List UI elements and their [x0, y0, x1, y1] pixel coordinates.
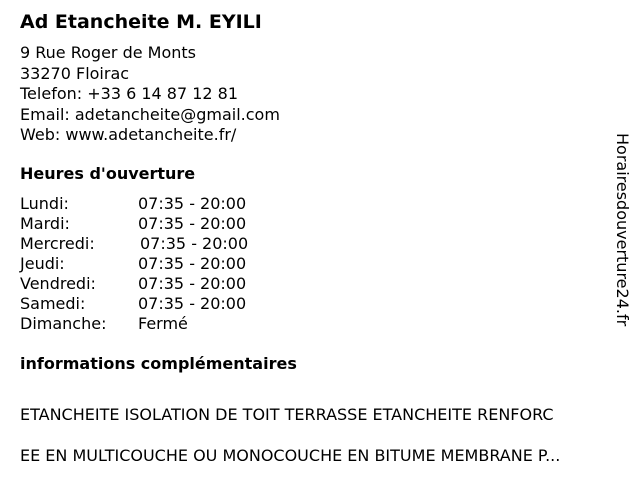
phone-number: Telefon: +33 6 14 87 12 81: [20, 84, 239, 103]
day-label: Vendredi:: [20, 274, 96, 293]
description-line: EE EN MULTICOUCHE OU MONOCOUCHE EN BITUME MEMBRANE P...: [20, 445, 561, 465]
time-value: 07:35 - 20:00: [138, 274, 247, 293]
time-value: 07:35 - 20:00: [138, 294, 247, 313]
hours-row-tuesday: [20, 214, 300, 234]
hours-row-wednesday: [20, 234, 300, 254]
day-label: Mercredi:: [20, 234, 95, 253]
day-label: Lundi:: [20, 194, 69, 213]
time-value: 07:35 - 20:00: [138, 214, 247, 233]
hours-row-friday: [20, 274, 300, 294]
day-label: Mardi:: [20, 214, 70, 233]
site-watermark: Horairesdouverture24.fr: [613, 133, 632, 327]
time-value: 07:35 - 20:00: [138, 254, 247, 273]
hours-row-thursday: [20, 254, 300, 274]
address-street: 9 Rue Roger de Monts: [20, 43, 197, 62]
opening-hours-heading: Heures d'ouverture: [20, 164, 196, 183]
day-label: Jeudi:: [20, 254, 65, 273]
email-address: Email: adetancheite@gmail.com: [20, 104, 280, 124]
hours-row-sunday: [20, 314, 300, 334]
business-description: [20, 384, 620, 487]
time-value: 07:35 - 20:00: [140, 234, 249, 253]
description-line: ETANCHEITE ISOLATION DE TOIT TERRASSE ETANCHEITE RENFORC: [20, 404, 554, 424]
day-label: Dimanche:: [20, 314, 107, 333]
time-value: 07:35 - 20:00: [138, 194, 247, 213]
day-label: Samedi:: [20, 294, 86, 313]
hours-row-monday: [20, 194, 300, 214]
website-url: Web: www.adetancheite.fr/: [20, 125, 237, 144]
additional-info-heading: informations complémentaires: [20, 354, 297, 373]
business-name: Ad Etancheite M. EYILI: [20, 11, 262, 33]
contact-block: [20, 43, 280, 146]
hours-row-saturday: [20, 294, 300, 314]
time-value: Fermé: [138, 314, 188, 333]
address-city: 33270 Floirac: [20, 63, 130, 83]
opening-hours-table: [20, 194, 300, 334]
